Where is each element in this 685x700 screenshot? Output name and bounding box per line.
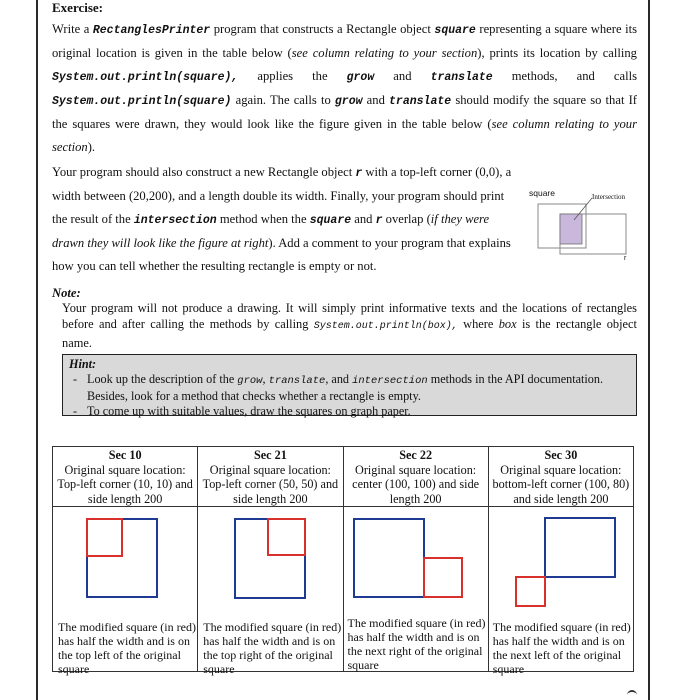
sec-10-header: Sec 10 Original square location: Top-left corner (10, 10) and side length 200 — [53, 447, 198, 507]
figure-intersection-label: Intersection — [592, 193, 626, 201]
sec-22-caption: The modified square (in red) has half the width and is on the next right of the original square — [347, 616, 486, 672]
original-square — [354, 519, 424, 597]
original-square — [235, 519, 305, 598]
sec-21-caption: The modified square (in red) has half the width and is on the top right of the original square — [203, 620, 342, 676]
figure-pointer-line — [574, 198, 592, 220]
hint-list — [69, 372, 629, 419]
figure-square-label: square — [529, 188, 555, 198]
right-page-border — [648, 0, 650, 700]
exercise-paragraph-1: Write a RectanglesPrinter program that constructs a Rectangle object square representing a square where its original location is given in the table below (see column relating to your section), prints its location by calling System.out.println(square), applies the grow and translate methods, and calls System.out.println(square) again. The calls to grow and translate should modify the square so that If the squares were drawn, they would look like the figure given in the table below (see column relating to your section). — [52, 22, 637, 154]
sec-10-figure-cell — [53, 507, 198, 676]
intersection-figure — [530, 196, 640, 260]
hint-item: - Look up the description of the grow, translate, and intersection methods in the API documentation. Besides, look for a method that checks whether a rectangle is empty. — [69, 372, 629, 404]
table-figure-row — [53, 507, 634, 672]
sec-21-figure-cell — [198, 507, 343, 676]
sec-10-caption: The modified square (in red) has half the width and is on the top left of the original square — [58, 620, 196, 676]
sec-30-header: Sec 30 Original square location: bottom-left corner (100, 80) and side length 200 — [488, 447, 633, 507]
exercise-paragraph-2: Your program should also construct a new Rectangle object r with a top-left corner (0,0), a width between (20,200), and a length double its width. Finally, your program should print the result of the intersection method when the square and r overlap (if they were drawn they will look like the figure at right). Add a comment to your program that explains how you can tell whether the resulting rectangle is empty or not. — [52, 165, 512, 273]
original-square — [545, 518, 615, 577]
figure-intersection-rect — [560, 214, 582, 244]
sec-22-header: Sec 22 Original square location: center (100, 100) and side length 200 — [343, 447, 488, 507]
figure-r-label: r — [624, 255, 627, 262]
sec-21-header: Sec 21 Original square location: Top-left corner (50, 50) and side length 200 — [198, 447, 343, 507]
note-body: Your program will not produce a drawing. It will simply print informative texts and the locations of rectangles before and after calling the methods by calling System.out.println(box), where box is the rectangle object name. — [62, 301, 637, 350]
modified-square — [424, 558, 462, 597]
modified-square — [87, 519, 122, 556]
hint-box — [62, 354, 637, 416]
sections-table — [52, 446, 634, 676]
note-heading: Note: — [52, 286, 81, 300]
sec-30-caption: The modified square (in red) has half the width and is on the next left of the original square — [492, 620, 631, 676]
modified-square — [268, 519, 305, 555]
sec-30-figure-cell — [488, 507, 633, 676]
modified-square — [516, 577, 545, 606]
hint-item: - To come up with suitable values, draw the squares on graph paper. — [69, 404, 629, 419]
left-page-border — [36, 0, 38, 700]
page-corner-mark — [627, 690, 637, 696]
table-header-row — [53, 447, 634, 507]
exercise-title: Exercise: — [52, 0, 104, 15]
hint-heading: Hint: — [69, 357, 97, 371]
sec-22-figure-cell — [343, 507, 488, 672]
